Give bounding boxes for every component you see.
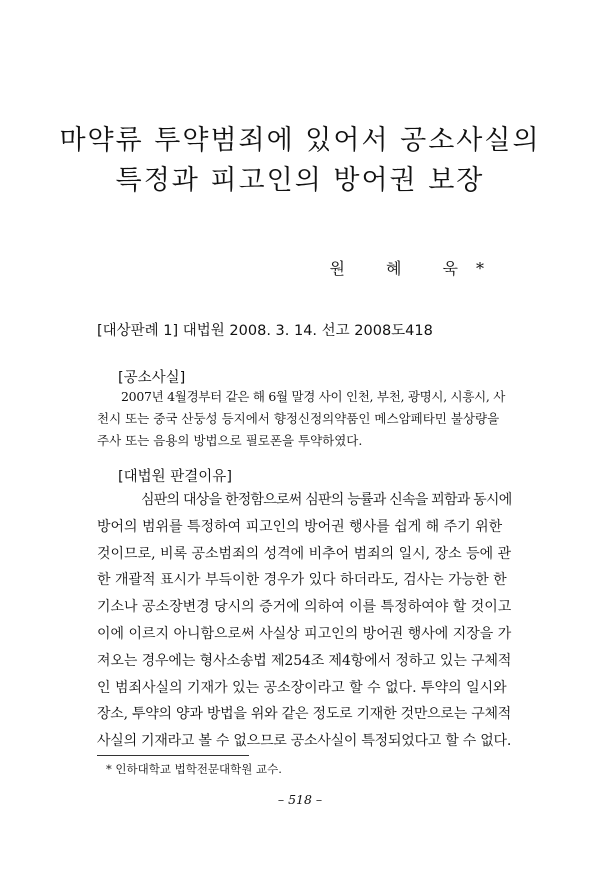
reasoning-line: 기소나 공소장변경 당시의 증거에 의하여 이를 특정하여야 할 것이고 (97, 599, 512, 616)
reasoning-line: 한 개괄적 표시가 부득이한 경우가 있다 하더라도, 검사는 가능한 한 (97, 572, 507, 589)
title-line-1: 마약류 투약범죄에 있어서 공소사실의 (59, 125, 541, 156)
footnote-divider (97, 755, 249, 756)
case-reference: [대상판례 1] 대법원 2008. 3. 14. 선고 2008도418 (97, 323, 433, 339)
facts-paragraph (97, 386, 505, 452)
facts-line: 천시 또는 중국 산둥성 등지에서 향정신정의약품인 메스암페타민 불상량을 (97, 411, 500, 426)
reasoning-line: 인 범죄사실의 기재가 있는 공소장이라고 할 수 없다. 투약의 일시와 (97, 679, 507, 696)
reasoning-line: 사실의 기재라고 볼 수 없으므로 공소사실이 특정되었다고 할 수 없다. (97, 733, 512, 750)
facts-heading: [공소사실] (118, 370, 186, 386)
reasoning-line: 져오는 경우에는 형사소송법 제254조 제4항에서 정하고 있는 구체적 (97, 652, 512, 669)
reasoning-heading: [대법원 판결이유] (118, 469, 232, 485)
reasoning-line: 이에 이르지 아니함으로써 사실상 피고인의 방어권 행사에 지장을 가 (97, 625, 512, 642)
reasoning-line: 방어의 범위를 특정하여 피고인의 방어권 행사를 쉽게 해 주기 위한 (97, 518, 503, 535)
reasoning-line: 것이므로, 비록 공소범죄의 성격에 비추어 범죄의 일시, 장소 등에 관 (97, 545, 512, 562)
facts-line: 주사 또는 음용의 방법으로 필로폰을 투약하였다. (97, 433, 363, 448)
reasoning-line: 장소, 투약의 양과 방법을 위와 같은 정도로 기재한 것만으로는 구체적 (97, 706, 512, 723)
author: 원 혜 욱* (329, 259, 502, 278)
page-number: – 518 – (277, 792, 323, 807)
title-line-2: 특정과 피고인의 방어권 보장 (115, 165, 485, 196)
facts-line: 2007년 4월경부터 같은 해 6월 말경 사이 인천, 부천, 광명시, 시흥시, 사 (121, 389, 506, 404)
reasoning-line: 심판의 대상을 한정함으로써 심판의 능률과 신속을 꾀함과 동시에 (141, 492, 512, 508)
reasoning-paragraph (97, 487, 511, 755)
footnote: * 인하대학교 법학전문대학원 교수. (106, 762, 282, 776)
